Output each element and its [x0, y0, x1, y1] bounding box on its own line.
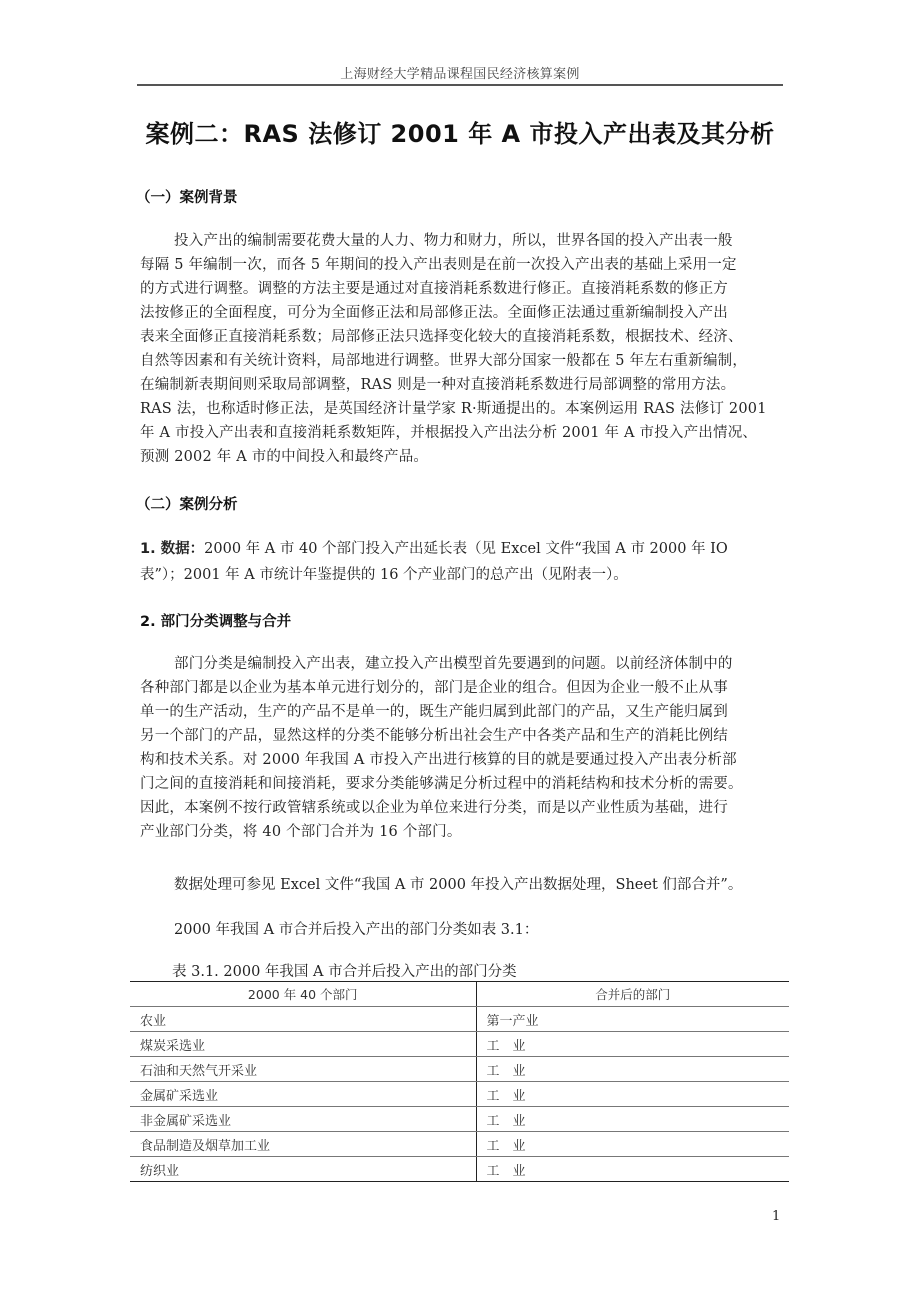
column-header-merged: 合并后的部门	[476, 982, 789, 1007]
table-caption: 表 3.1. 2000 年我国 A 市合并后投入产出的部门分类	[172, 964, 517, 980]
cell-merged-sector: 工 业	[476, 1107, 789, 1132]
cell-original-sector: 石油和天然气开采业	[130, 1057, 476, 1082]
section-heading-analysis: （二）案例分析	[136, 497, 238, 513]
cell-original-sector: 煤炭采选业	[130, 1032, 476, 1057]
paragraph-line: 另一个部门的产品，显然这样的分类不能够分析出社会生产中各类产品和生产的消耗比例结	[140, 728, 728, 744]
paragraph-line: 预测 2002 年 A 市的中间投入和最终产品。	[140, 449, 429, 465]
cell-original-sector: 非金属矿采选业	[130, 1107, 476, 1132]
paragraph-line: 在编制新表期间则采取局部调整，RAS 则是一种对直接消耗系数进行局部调整的常用方法。	[140, 377, 736, 393]
paragraph-line: 各种部门都是以企业为基本单元进行划分的，部门是企业的组合。但因为企业一般不止从事	[140, 680, 728, 696]
document-title: 案例二：RAS 法修订 2001 年 A 市投入产出表及其分析	[145, 120, 775, 148]
paragraph-line: 产业部门分类，将 40 个部门合并为 16 个部门。	[140, 824, 462, 840]
table-row	[130, 1057, 789, 1082]
department-classification-table	[130, 981, 789, 1182]
cell-original-sector: 食品制造及烟草加工业	[130, 1132, 476, 1157]
section-heading-background: （一）案例背景	[136, 190, 238, 206]
paragraph-line: 自然等因素和有关统计资料，局部地进行调整。世界大部分国家一般都在 5 年左右重新编制，	[140, 353, 748, 369]
paragraph-line: 表来全面修正直接消耗系数；局部修正法只选择变化较大的直接消耗系数，根据技术、经济、	[140, 329, 743, 345]
cell-original-sector: 金属矿采选业	[130, 1082, 476, 1107]
table-row	[130, 1157, 789, 1182]
paragraph-line: 每隔 5 年编制一次，而各 5 年期间的投入产出表则是在前一次投入产出表的基础上采用一定	[140, 257, 737, 273]
paragraph-line: 因此，本案例不按行政管辖系统或以企业为单位来进行分类，而是以产业性质为基础，进行	[140, 800, 728, 816]
cell-original-sector: 纺织业	[130, 1157, 476, 1182]
table-row	[130, 1032, 789, 1057]
paragraph-line: 部门分类是编制投入产出表，建立投入产出模型首先要遇到的问题。以前经济体制中的	[174, 656, 733, 672]
data-source-text: 2000 年 A 市 40 个部门投入产出延长表（见 Excel 文件“我国 A 市 2000 年 IO	[204, 541, 728, 557]
table-header-row	[130, 982, 789, 1007]
paragraph-line: 构和技术关系。对 2000 年我国 A 市投入产出进行核算的目的就是要通过投入产出表分析部	[140, 752, 737, 768]
column-header-original: 2000 年 40 个部门	[130, 982, 476, 1007]
cell-merged-sector: 工 业	[476, 1132, 789, 1157]
paragraph-line: 门之间的直接消耗和间接消耗，要求分类能够满足分析过程中的消耗结构和技术分析的需要。	[140, 776, 743, 792]
table-row	[130, 1107, 789, 1132]
header-divider	[137, 84, 783, 86]
background-paragraph	[140, 229, 788, 469]
cell-merged-sector: 工 业	[476, 1057, 789, 1082]
paragraph-line: 单一的生产活动，生产的产品不是单一的，既生产能归属到此部门的产品，又生产能归属到	[140, 704, 728, 720]
table-row	[130, 1007, 789, 1032]
data-source-line	[140, 536, 788, 562]
data-source-line: 表”）；2001 年 A 市统计年鉴提供的 16 个产业部门的总产出（见附表一）。	[140, 567, 628, 583]
paragraph-line: 年 A 市投入产出表和直接消耗系数矩阵，并根据投入产出法分析 2001 年 A 市投入产出情况、	[140, 425, 758, 441]
paragraph-line: RAS 法，也称适时修正法，是英国经济计量学家 R·斯通提出的。本案例运用 RAS 法修订 2001	[140, 401, 767, 417]
data-source-item	[140, 536, 788, 588]
running-header: 上海财经大学精品课程国民经济核算案例	[340, 67, 580, 82]
paragraph-line: 的方式进行调整。调整的方法主要是通过对直接消耗系数进行修正。直接消耗系数的修正方	[140, 281, 728, 297]
subheading-classification: 2. 部门分类调整与合并	[140, 614, 292, 630]
table-row	[130, 1082, 789, 1107]
paragraph-line: 投入产出的编制需要花费大量的人力、物力和财力，所以，世界各国的投入产出表一般	[174, 233, 733, 249]
cell-merged-sector: 工 业	[476, 1157, 789, 1182]
cell-merged-sector: 工 业	[476, 1082, 789, 1107]
cell-merged-sector: 工 业	[476, 1032, 789, 1057]
cell-original-sector: 农业	[130, 1007, 476, 1032]
cell-merged-sector: 第一产业	[476, 1007, 789, 1032]
page-number: 1	[772, 1209, 781, 1224]
table-intro-note: 2000 年我国 A 市合并后投入产出的部门分类如表 3.1：	[174, 922, 539, 938]
data-processing-note: 数据处理可参见 Excel 文件“我国 A 市 2000 年投入产出数据处理，Sheet 们部合并”。	[174, 877, 743, 893]
paragraph-line: 法按修正的全面程度，可分为全面修正法和局部修正法。全面修正法通过重新编制投入产出	[140, 305, 728, 321]
table-row	[130, 1132, 789, 1157]
classification-paragraph	[140, 652, 788, 844]
data-source-label: 1. 数据：	[140, 541, 205, 557]
